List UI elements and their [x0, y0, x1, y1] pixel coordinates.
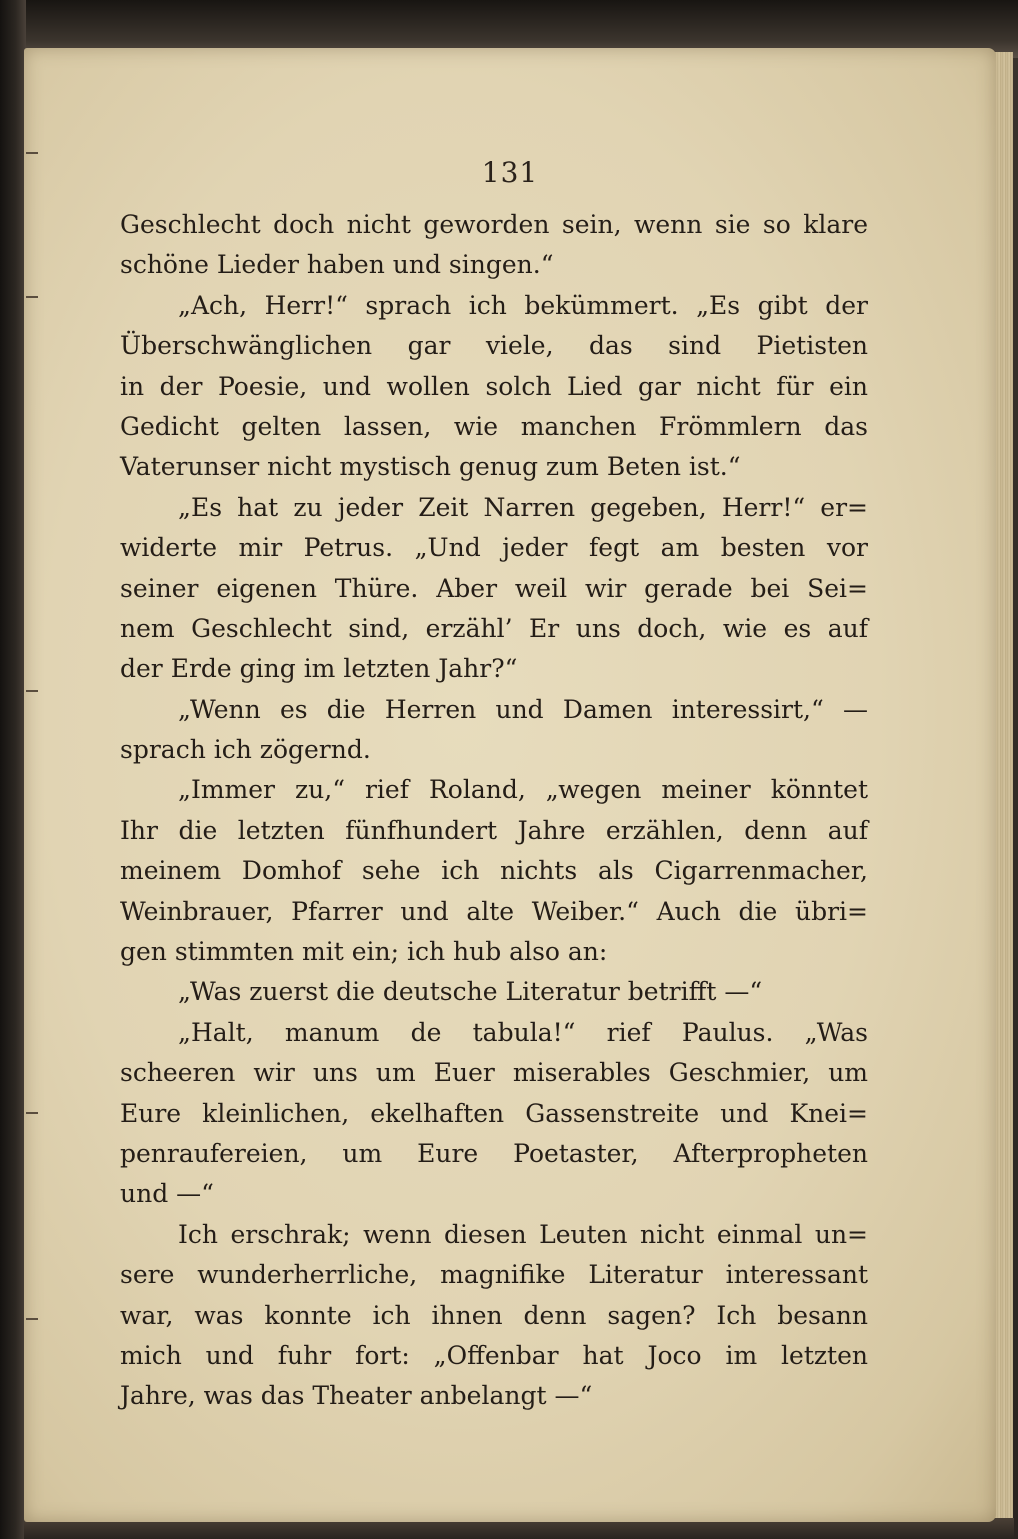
text-line: Jahre, was das Theater anbelangt —“: [120, 1381, 593, 1411]
text-line: Gedicht gelten lassen, wie manchen Frömmlern das: [120, 411, 868, 441]
margin-mark: [26, 1112, 38, 1114]
text-line: „Halt, manum de tabula!“ rief Paulus. „Was: [178, 1017, 868, 1047]
text-line: Ihr die letzten fünfhundert Jahre erzählen, denn auf: [120, 815, 868, 845]
book-page: [24, 48, 996, 1522]
text-line: Geschlecht doch nicht geworden sein, wenn sie so klare: [120, 210, 868, 239]
text-line: „Was zuerst die deutsche Literatur betrifft —“: [178, 977, 763, 1007]
text-line: sprach ich zögernd.: [120, 735, 371, 765]
text-line: „Ach, Herr!“ sprach ich bekümmert. „Es gibt der: [178, 290, 868, 320]
text-line: „Wenn es die Herren und Damen interessirt,“ —: [178, 694, 868, 724]
text-line: Eure kleinlichen, ekelhaften Gassenstreite und Knei=: [120, 1098, 868, 1128]
text-line: meinem Domhof sehe ich nichts als Cigarrenmacher,: [120, 856, 868, 886]
book-cover-left-edge: [0, 0, 26, 1539]
margin-mark: [26, 1318, 38, 1320]
text-line: nem Geschlecht sind, erzähl’ Er uns doch, wie es auf: [120, 613, 868, 643]
text-line: der Erde ging im letzten Jahr?“: [120, 654, 518, 684]
text-line: widerte mir Petrus. „Und jeder fegt am besten vor: [120, 533, 868, 563]
text-line: schöne Lieder haben und singen.“: [120, 250, 554, 280]
text-line: „Es hat zu jeder Zeit Narren gegeben, Herr!“ er=: [178, 492, 868, 522]
text-line: sere wunderherrliche, magnifike Literatur interessant: [120, 1260, 868, 1290]
text-line: Vaterunser nicht mystisch genug zum Beten ist.“: [120, 452, 741, 482]
text-line: „Immer zu,“ rief Roland, „wegen meiner könntet: [178, 775, 868, 805]
margin-mark: [26, 690, 38, 692]
text-line: penraufereien, um Eure Poetaster, Afterpropheten: [120, 1138, 868, 1168]
page-text: [120, 205, 868, 1417]
text-line: und —“: [120, 1179, 214, 1209]
text-line: seiner eigenen Thüre. Aber weil wir gerade bei Sei=: [120, 573, 868, 603]
margin-mark: [26, 296, 38, 298]
margin-mark: [26, 152, 38, 154]
text-line: in der Poesie, und wollen solch Lied gar nicht für ein: [120, 371, 868, 401]
text-line: Ich erschrak; wenn diesen Leuten nicht einmal un=: [178, 1219, 868, 1249]
text-line: war, was konnte ich ihnen denn sagen? Ich besann: [120, 1300, 868, 1330]
page-number: 131: [481, 156, 539, 189]
text-line: gen stimmten mit ein; ich hub also an:: [120, 937, 608, 967]
text-line: mich und fuhr fort: „Offenbar hat Joco im letzten: [120, 1340, 868, 1370]
text-line: Weinbrauer, Pfarrer und alte Weiber.“ Auch die übri=: [120, 896, 868, 926]
text-line: Überschwänglichen gar viele, das sind Pietisten: [120, 331, 868, 361]
text-line: scheeren wir uns um Euer miserables Geschmier, um: [120, 1058, 868, 1088]
